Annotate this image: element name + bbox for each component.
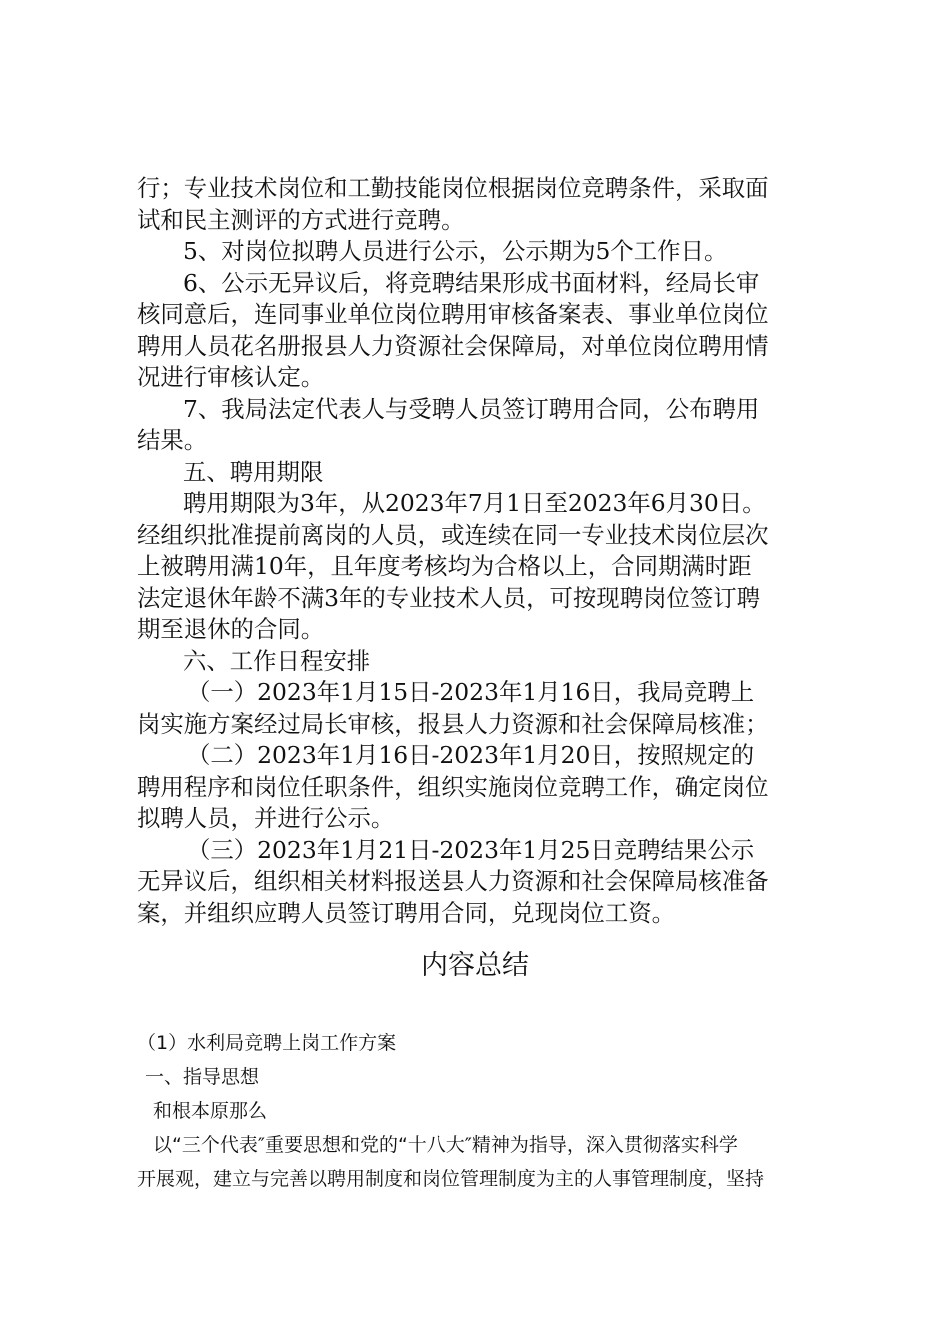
summary-section [137,1026,837,1196]
section-heading: 五、聘用期限 [183,457,324,486]
paragraph-line: 行；专业技术岗位和工勤技能岗位根据岗位竞聘条件，采取面 [137,174,769,202]
paragraph-line: （三）2023年1月21日-2023年1月25日竞聘结果公示 [187,835,755,864]
paragraph-line: （一）2023年1月15日-2023年1月16日，我局竞聘上 [187,678,755,706]
document-body [137,173,827,929]
paragraph-line: 核同意后，连同事业单位岗位聘用审核备案表、事业单位岗位 [137,300,769,328]
section-heading: 六、工作日程安排 [183,646,371,675]
paragraph-line: 试和民主测评的方式进行竞聘。 [137,205,465,234]
summary-line: 和根本原那么 [153,1100,268,1122]
paragraph-line: 聘用期限为3年，从2023年7月1日至2023年6月30日。 [183,489,766,517]
paragraph-line: 6、公示无异议后，将竞聘结果形成书面材料，经局长审 [183,268,760,297]
summary-line: （1）水利局竞聘上岗工作方案 [137,1032,397,1054]
paragraph-line: 法定退休年龄不满3年的专业技术人员，可按现聘岗位签订聘 [137,583,761,612]
summary-title: 内容总结 [421,950,529,981]
paragraph-line: 上被聘用满10年，且年度考核均为合格以上，合同期满时距 [137,552,752,580]
paragraph-line: 案，并组织应聘人员签订聘用合同，兑现岗位工资。 [137,898,675,927]
paragraph-line: 结果。 [137,426,208,454]
summary-line: 一、指导思想 [145,1066,260,1088]
paragraph-line: （二）2023年1月16日-2023年1月20日，按照规定的 [187,741,755,769]
paragraph-line: 5、对岗位拟聘人员进行公示，公示期为5个工作日。 [183,237,728,265]
paragraph-line: 岗实施方案经过局长审核，报县人力资源和社会保障局核准； [137,709,769,738]
paragraph-line: 聘用人员花名册报县人力资源社会保障局，对单位岗位聘用情 [137,331,769,360]
paragraph-line: 拟聘人员，并进行公示。 [137,804,395,832]
paragraph-line: 况进行审核认定。 [137,363,325,391]
summary-line: 以“三个代表″重要思想和党的“十八大″精神为指导，深入贯彻落实科学 [153,1134,738,1156]
paragraph-line: 7、我局法定代表人与受聘人员签订聘用合同，公布聘用 [183,394,760,423]
paragraph-line: 聘用程序和岗位任职条件，组织实施岗位竞聘工作，确定岗位 [137,772,769,801]
paragraph-line: 期至退休的合同。 [137,615,325,643]
summary-line: 开展观，建立与完善以聘用制度和岗位管理制度为主的人事管理制度，坚持 [137,1168,765,1190]
paragraph-line: 经组织批准提前离岗的人员，或连续在同一专业技术岗位层次 [137,520,769,549]
paragraph-line: 无异议后，组织相关材料报送县人力资源和社会保障局核准备 [137,867,769,895]
